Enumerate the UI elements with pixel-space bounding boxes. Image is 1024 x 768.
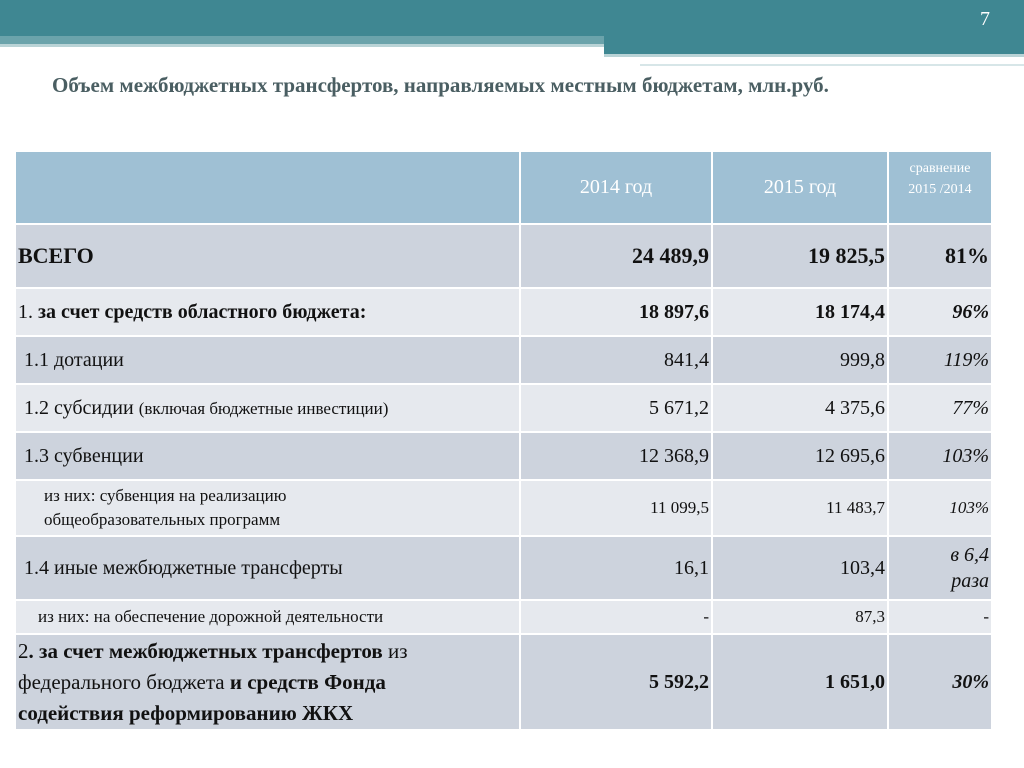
total-2014: 24 489,9 — [520, 224, 712, 288]
federal-part5: и средств Фонда — [229, 669, 386, 694]
grants-2015: 999,8 — [712, 336, 888, 384]
table-row-grants — [16, 336, 992, 384]
regional-2014: 18 897,6 — [520, 288, 712, 336]
grants-label: 1.1 дотации — [16, 336, 520, 384]
regional-prefix: 1. — [18, 300, 38, 323]
regional-label: за счет средств областного бюджета: — [38, 300, 367, 323]
table-row-regional — [16, 288, 992, 336]
table-row-other — [16, 536, 992, 600]
subsidies-2014: 5 671,2 — [520, 384, 712, 432]
federal-compare: 30% — [888, 634, 992, 730]
header-band — [0, 0, 1024, 36]
subsidies-label: 1.2 субсидии — [24, 396, 134, 419]
header-band-light — [0, 44, 604, 47]
federal-part6: содействия реформированию ЖКХ — [18, 700, 354, 725]
slide-number: 7 — [980, 8, 990, 30]
other-compare-line2: раза — [951, 570, 989, 592]
subventions-label: 1.3 субвенции — [16, 432, 520, 480]
table-row-subventions — [16, 432, 992, 480]
subsidies-label-cell — [16, 384, 520, 432]
table-header-row — [16, 152, 992, 224]
federal-part2: . за счет межбюджетных трансфертов — [28, 638, 383, 663]
other-roads-label: из них: на обеспечение дорожной деятельности — [16, 600, 520, 634]
regional-compare: 96% — [888, 288, 992, 336]
table-row-subventions-edu — [16, 480, 992, 536]
regional-label-cell — [16, 288, 520, 336]
subventions-edu-label — [16, 480, 520, 536]
subventions-compare: 103% — [888, 432, 992, 480]
other-roads-compare: - — [888, 600, 992, 634]
subventions-edu-2014: 11 099,5 — [520, 480, 712, 536]
regional-2015: 18 174,4 — [712, 288, 888, 336]
header-band-right — [604, 36, 1024, 54]
subsidies-note: (включая бюджетные инвестиции) — [138, 398, 389, 418]
subventions-2015: 12 695,6 — [712, 432, 888, 480]
header-compare-line2: 2015 /2014 — [908, 182, 972, 197]
other-label: 1.4 иные межбюджетные трансферты — [16, 536, 520, 600]
subventions-edu-2015: 11 483,7 — [712, 480, 888, 536]
federal-label-cell — [16, 634, 520, 730]
total-2015: 19 825,5 — [712, 224, 888, 288]
subventions-edu-line2: общеобразовательных программ — [44, 510, 281, 529]
transfers-table — [16, 152, 993, 731]
table-row-federal — [16, 634, 992, 730]
table-row-subsidies — [16, 384, 992, 432]
table-row-other-roads — [16, 600, 992, 634]
other-compare-line1: в 6,4 — [950, 544, 989, 566]
other-2015: 103,4 — [712, 536, 888, 600]
federal-2015: 1 651,0 — [712, 634, 888, 730]
total-compare: 81% — [888, 224, 992, 288]
grants-compare: 119% — [888, 336, 992, 384]
table-row-total — [16, 224, 992, 288]
header-2014: 2014 год — [520, 152, 712, 224]
page-title: Объем межбюджетных трансфертов, направляемых местным бюджетам, млн.руб. — [52, 73, 829, 97]
subsidies-compare: 77% — [888, 384, 992, 432]
other-roads-2014: - — [520, 600, 712, 634]
subsidies-2015: 4 375,6 — [712, 384, 888, 432]
header-compare — [888, 152, 992, 224]
total-label: ВСЕГО — [16, 224, 520, 288]
other-compare — [888, 536, 992, 600]
federal-part4: федерального бюджета — [18, 669, 230, 694]
subventions-edu-line1: из них: субвенция на реализацию — [44, 486, 287, 505]
header-empty-cell — [16, 152, 520, 224]
header-compare-line1: сравнение — [909, 161, 971, 176]
grants-2014: 841,4 — [520, 336, 712, 384]
federal-2014: 5 592,2 — [520, 634, 712, 730]
other-2014: 16,1 — [520, 536, 712, 600]
header-band-line-thin — [640, 64, 1024, 66]
subventions-edu-compare: 103% — [888, 480, 992, 536]
header-2015: 2015 год — [712, 152, 888, 224]
other-roads-2015: 87,3 — [712, 600, 888, 634]
federal-part1: 2 — [18, 638, 29, 663]
header-band-line — [604, 54, 1024, 57]
subventions-2014: 12 368,9 — [520, 432, 712, 480]
federal-part3: из — [382, 638, 408, 663]
